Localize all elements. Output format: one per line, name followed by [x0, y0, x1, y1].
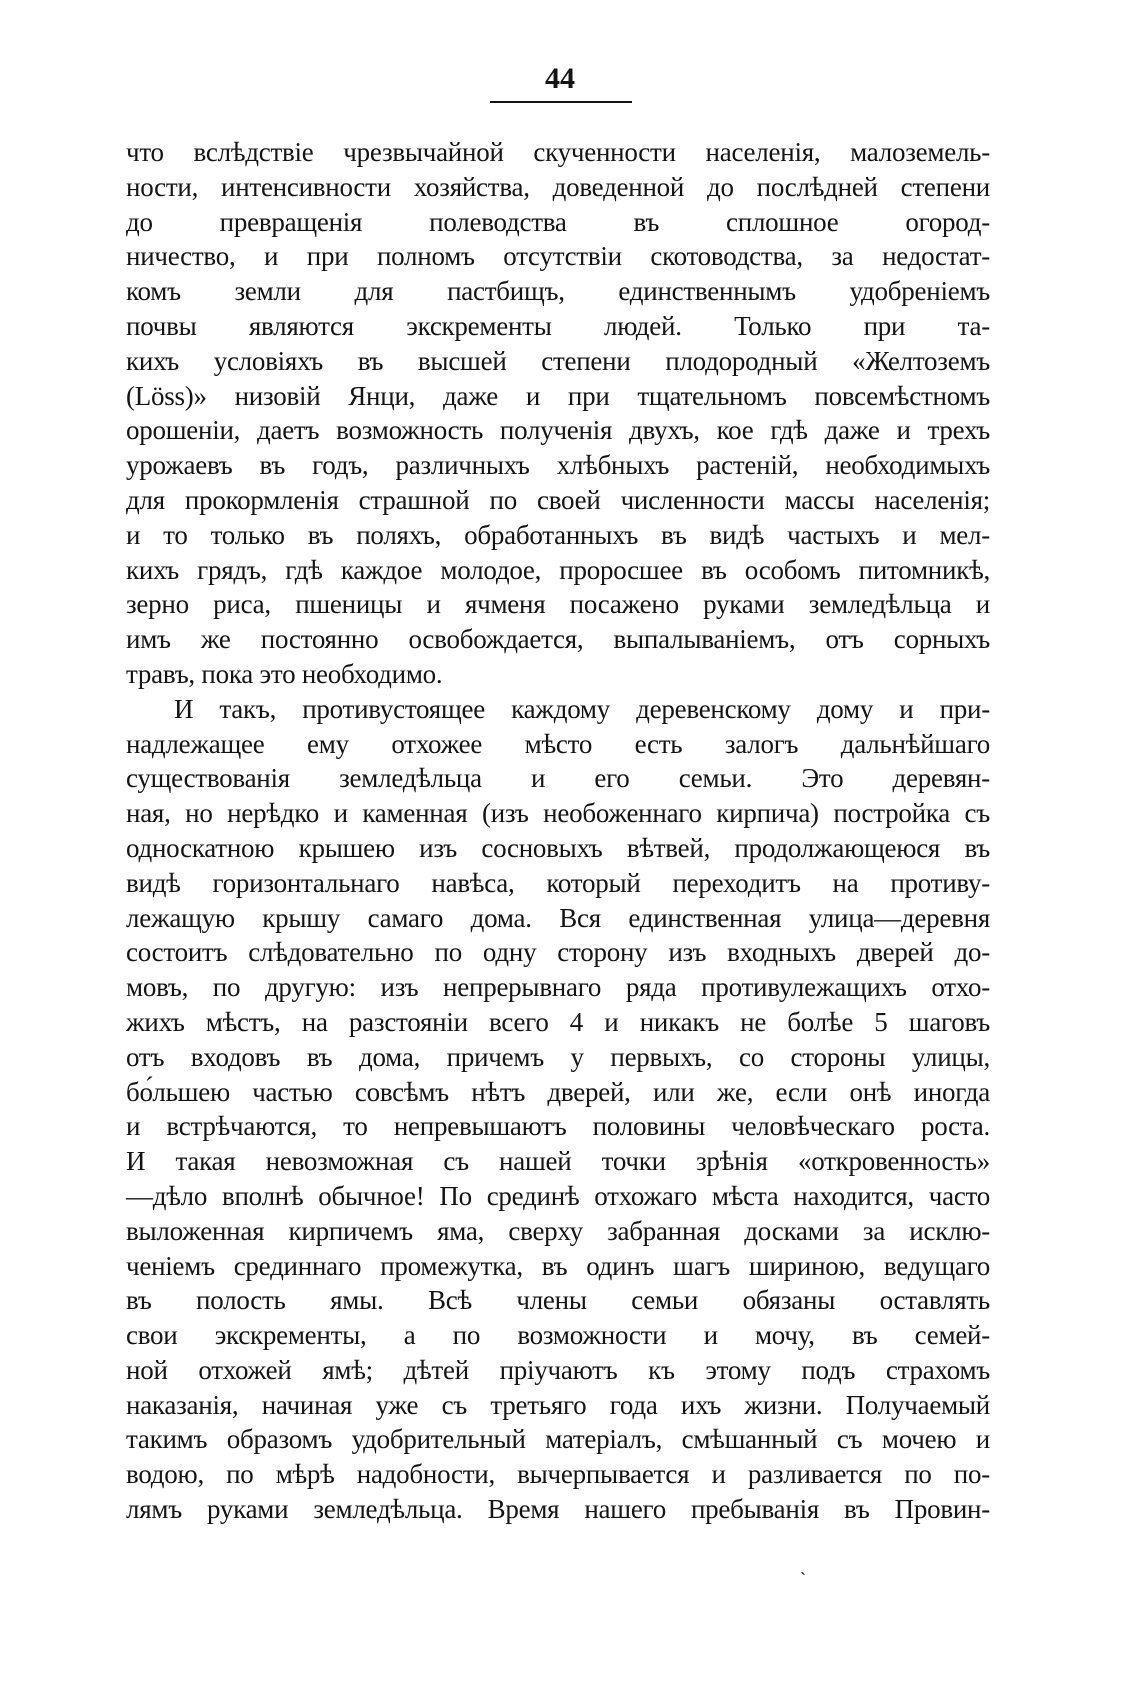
- text-line: (Löss)» низовій Янци, даже и при тщательномъ повсемѣстномъ: [126, 380, 990, 411]
- text-line: ной отхожей ямѣ; дѣтей пріучаютъ къ этому подъ страхомъ: [126, 1354, 990, 1385]
- text-line: что вслѣдствіе чрезвычайной скученности населенія, малоземель-: [126, 137, 990, 167]
- text-line: лямъ руками земледѣльца. Время нашего пребыванія въ Провин-: [126, 1494, 990, 1525]
- text-line: кихъ грядъ, гдѣ каждое молодое, проросшее въ особомъ питомникѣ,: [126, 554, 990, 585]
- text-line: такимъ образомъ удобрительный матеріалъ, смѣшанный съ мочею и: [126, 1424, 990, 1455]
- text-line: урожаевъ въ годъ, различныхъ хлѣбныхъ растеній, необходимыхъ: [126, 450, 990, 481]
- text-line: комъ земли для пастбищъ, единственнымъ удобреніемъ: [126, 276, 990, 307]
- paragraph-start-line: И такъ, противустоящее каждому деревенскому дому и при-: [174, 693, 990, 724]
- text-line: почвы являются экскременты людей. Только при та-: [126, 310, 990, 341]
- text-line: имъ же постоянно освобождается, выпалываніемъ, отъ сорныхъ: [126, 624, 990, 655]
- text-line: односкатною крышею изъ сосновыхъ вѣтвей, продолжающеюся въ: [126, 832, 990, 863]
- text-line: ная, но нерѣдко и каменная (изъ необоженнаго кирпича) постройка съ: [126, 798, 990, 829]
- text-line: жихъ мѣстъ, на разстояніи всего 4 и никакъ не болѣе 5 шаговъ: [126, 1006, 990, 1037]
- text-line: зерно риса, пшеницы и ячменя посажено руками земледѣльца и: [126, 589, 990, 620]
- text-line: до превращенія полеводства въ сплошное огород-: [126, 206, 990, 237]
- text-line: водою, по мѣрѣ надобности, вычерпывается и разливается по по-: [126, 1459, 990, 1490]
- text-line: для прокормленія страшной по своей численности массы населенія;: [126, 484, 990, 515]
- text-line: видѣ горизонтальнаго навѣса, который переходитъ на противу-: [126, 867, 990, 898]
- text-line: И такая невозможная съ нашей точки зрѣнія «откровенность»: [126, 1146, 990, 1177]
- body-text: [126, 135, 990, 1527]
- text-line: лежащую крышу самаго дома. Вся единственная улица—деревня: [126, 902, 990, 933]
- text-line: свои экскременты, а по возможности и мочу, въ семей-: [126, 1320, 990, 1351]
- bottom-mark: `: [800, 1569, 806, 1589]
- header-rule: [490, 101, 632, 103]
- text-line: и встрѣчаются, то непревышаютъ половины человѣческаго роста.: [126, 1111, 990, 1142]
- text-line: и то только въ поляхъ, обработанныхъ въ видѣ частыхъ и мел-: [126, 519, 990, 550]
- text-line: ности, интенсивности хозяйства, доведенной до послѣдней степени: [126, 171, 990, 202]
- text-line: существованія земледѣльца и его семьи. Это деревян-: [126, 763, 990, 794]
- page-number: 44: [545, 62, 575, 95]
- text-line: —дѣло вполнѣ обычное! По срединѣ отхожаго мѣста находится, часто: [126, 1180, 990, 1211]
- paragraph-end-line: травъ, пока это необходимо.: [126, 658, 443, 689]
- text-line: въ полость ямы. Всѣ члены семьи обязаны оставлять: [126, 1285, 990, 1316]
- text-line: ничество, и при полномъ отсутствіи скотоводства, за недостат-: [126, 241, 990, 272]
- text-line: наказанія, начиная уже съ третьяго года ихъ жизни. Получаемый: [126, 1389, 990, 1420]
- text-line: мовъ, по другую: изъ непрерывнаго ряда противулежащихъ отхо-: [126, 972, 990, 1003]
- text-line: ченіемъ срединнаго промежутка, въ одинъ шагъ шириною, ведущаго: [126, 1250, 990, 1281]
- text-line: отъ входовъ въ дома, причемъ у первыхъ, со стороны улицы,: [126, 1041, 990, 1072]
- text-line: выложенная кирпичемъ яма, сверху забранная досками за исклю-: [126, 1215, 990, 1246]
- text-line: орошеніи, даетъ возможность полученія двухъ, кое гдѣ даже и трехъ: [126, 415, 990, 446]
- text-line: состоитъ слѣдовательно по одну сторону изъ входныхъ дверей до-: [126, 937, 990, 968]
- text-line: надлежащее ему отхожее мѣсто есть залогъ дальнѣйшаго: [126, 728, 990, 759]
- text-line: бо́льшею частью совсѣмъ нѣтъ дверей, или же, если онѣ иногда: [126, 1076, 990, 1107]
- text-line: кихъ условіяхъ въ высшей степени плодородный «Желтоземъ: [126, 345, 990, 376]
